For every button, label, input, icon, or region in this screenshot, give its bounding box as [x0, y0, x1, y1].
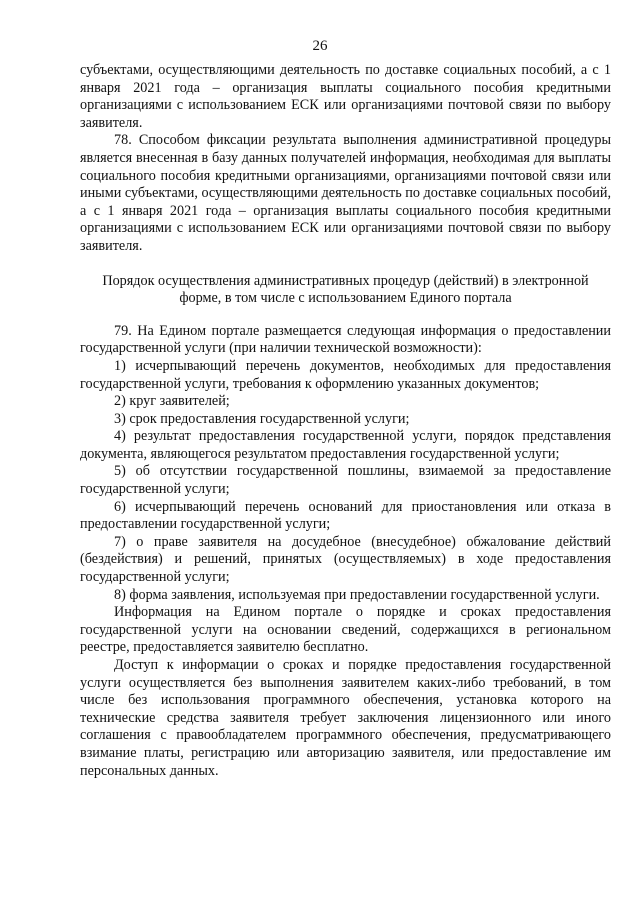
list-item-8: 8) форма заявления, используемая при предоставлении государственной услуги. [114, 586, 600, 603]
page-number: 26 [312, 38, 328, 54]
list-item-7: 7) о праве заявителя на досудебное (внесудебное) обжалование действий (бездействия) и решений, принятых (осуществляемых) в ходе предоставления государственной услуги; [80, 533, 611, 586]
paragraph-79: 79. На Едином портале размещается следующая информация о предоставлении государственной услуги (при наличии технической возможности): [80, 322, 611, 357]
list-item-2: 2) круг заявителей; [114, 393, 230, 410]
list-item-4: 4) результат предоставления государственной услуги, порядок представления документа, являющегося результатом предоставления государственной услуги; [80, 428, 611, 462]
section-heading: Порядок осуществления административных процедур (действий) в электронной форме, в том числе с использованием Единого портала [102, 272, 589, 307]
paragraph-access: Доступ к информации о сроках и порядке предоставления государственной услуги осуществляется без выполнения заявителем каких-либо требований, в том числе без использования программного обеспечения, установка которого на технические средства заявителя требует заключения лицензионного или иного соглашения с правообладателем программного обеспечения, предусматривающего взимание платы, регистрацию или авторизацию заявителя, или предоставление им персональных данных. [80, 657, 611, 779]
list-item-1: 1) исчерпывающий перечень документов, необходимых для предоставления государственной услуги, требования к оформлению указанных документов; [80, 357, 611, 392]
paragraph-78: 78. Способом фиксации результата выполнения административной процедуры является внесенная в базу данных получателей информация, необходимая для выплаты социального пособия кредитными организациями, организациями почтовой связи или иными субъектами, осуществляющими деятельность по доставке социальных пособий, а с 1 января 2021 года – организация выплаты социального пособия кредитными организациями с использованием ЕСК или организациями почтовой связи по выбору заявителя. [80, 132, 611, 254]
document-body [80, 62, 611, 780]
list-item-6: 6) исчерпывающий перечень оснований для приостановления или отказа в предоставлении государственной услуги; [80, 498, 611, 533]
list-item-5: 5) об отсутствии государственной пошлины, взимаемой за предоставление государственной услуги; [80, 463, 611, 498]
paragraph-info-free: Информация на Едином портале о порядке и сроках предоставления государственной услуги на основании сведений, содержащихся в региональном реестре, предоставляется заявителю бесплатно. [80, 604, 611, 656]
list-item-3: 3) срок предоставления государственной услуги; [114, 410, 410, 427]
paragraph-continuation: субъектами, осуществляющими деятельность по доставке социальных пособий, а с 1 января 2021 года – организация выплаты социального пособия кредитными организациями с использованием ЕСК или организациями почтовой связи по выбору заявителя. [80, 62, 611, 131]
